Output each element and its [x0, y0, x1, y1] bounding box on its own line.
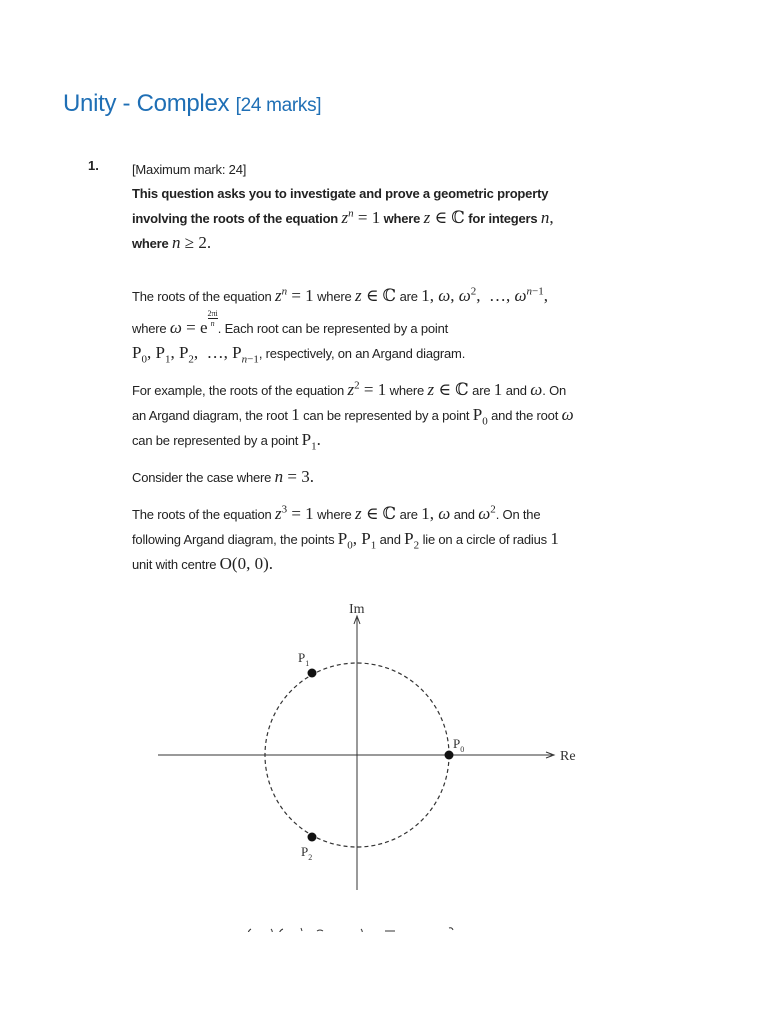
math: 1 [291, 405, 300, 424]
text: Consider the case where [132, 470, 272, 485]
text: . On the [495, 507, 541, 522]
math: z ∈ ℂ [423, 208, 465, 227]
max-mark: [Maximum mark: 24] [132, 162, 247, 177]
math: $z^3 = 1$ [274, 503, 314, 523]
math: ω [530, 380, 543, 399]
math: 1, ω, $\omega^2$, …, $\omega^{n-1}$, [421, 285, 549, 305]
point-p0-label: $P_0$ [453, 736, 465, 754]
intro-text: for integers [468, 211, 538, 226]
math: 1 [493, 380, 503, 399]
text: are [472, 383, 491, 398]
text: can be represented by a point [303, 408, 470, 423]
text: and the root [491, 408, 559, 423]
question-number: 1. [88, 158, 99, 173]
point-p1-label: $P_1$ [298, 650, 310, 668]
math: z ∈ ℂ [427, 380, 469, 399]
math: n ≥ 2. [172, 233, 212, 252]
math: 1 [550, 529, 559, 548]
text: can be represented by a point [132, 433, 299, 448]
math: $P_0$ [472, 405, 488, 428]
title-marks: [24 marks] [235, 95, 322, 116]
question-body [132, 158, 642, 577]
paragraph-n3 [132, 502, 642, 577]
re-label: Re [560, 749, 576, 764]
clipped-next-line [245, 922, 465, 932]
text: The roots of the equation [132, 507, 272, 522]
text: The roots of the equation [132, 289, 272, 304]
text: lie on a circle of radius [422, 532, 547, 547]
text: are [399, 289, 418, 304]
intro-text: where [383, 211, 421, 226]
text: where [389, 383, 425, 398]
text: where [317, 289, 352, 304]
title-text: Unity - Complex [63, 90, 230, 117]
question-intro [132, 182, 642, 256]
text: where [317, 507, 352, 522]
math: $\omega^2$ [478, 503, 496, 523]
page-title [63, 90, 321, 118]
intro-text: where [132, 236, 169, 251]
text: an Argand diagram, the root [132, 408, 288, 423]
text: and [379, 532, 401, 547]
math: $P_2$ [404, 529, 420, 552]
paragraph-case [132, 465, 642, 490]
math: 1, ω [421, 504, 451, 523]
math: $P_1$. [301, 430, 321, 453]
text: For example, the roots of the equation [132, 383, 345, 398]
intro-line-1: This question asks you to investigate and prove a geometric property [132, 186, 549, 201]
math: z ∈ ℂ [354, 504, 397, 523]
text: . Each root can be represented by a point [217, 321, 449, 336]
point-p2-label: $P_2$ [301, 844, 313, 862]
math: $z^2 = 1$ [347, 379, 387, 399]
math: $z^n = 1$ [274, 285, 314, 305]
paragraph-roots [132, 284, 642, 366]
intro-text: involving the roots of the equation [132, 211, 339, 226]
paragraph-example [132, 378, 642, 453]
point-p0 [445, 751, 454, 760]
point-p2 [308, 833, 317, 842]
text: and [453, 507, 475, 522]
math: $P_0$, $P_1$, $P_2$, …, $P_{n-1}$ [132, 343, 259, 366]
math: n, [540, 208, 554, 227]
math: O(0, 0). [219, 554, 274, 573]
im-label: Im [349, 602, 365, 617]
math: ω [561, 405, 574, 424]
text: where [132, 321, 167, 336]
math: $P_0$, $P_1$ [337, 529, 377, 552]
text: following Argand diagram, the points [132, 532, 335, 547]
point-p1 [308, 669, 317, 678]
text: unit with centre [132, 557, 217, 572]
text: . On [542, 383, 567, 398]
math: $z^n = 1$ [341, 207, 381, 227]
math: n = 3. [274, 467, 314, 486]
text: are [399, 507, 418, 522]
math: z ∈ ℂ [354, 286, 397, 305]
argand-diagram [150, 598, 590, 898]
math: ω = e $\frac{2\pi i}{n}$ [169, 309, 218, 337]
text: , respectively, on an Argand diagram. [258, 346, 466, 361]
clipped-text-fragment [245, 925, 465, 932]
text: and [505, 383, 527, 398]
